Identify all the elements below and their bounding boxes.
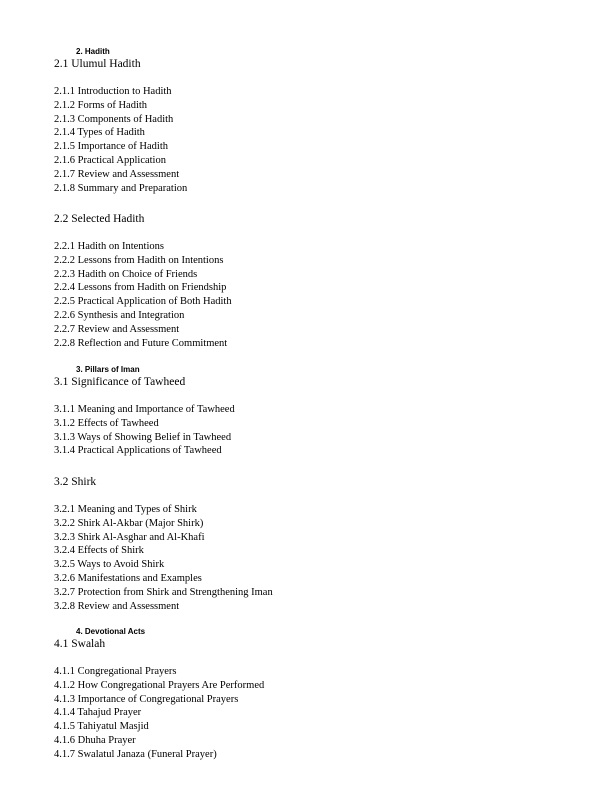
- list-item: 2.1.2 Forms of Hadith: [54, 99, 148, 111]
- list-item: 2.2.3 Hadith on Choice of Friends: [54, 268, 198, 280]
- list-item: 4.1.2 How Congregational Prayers Are Performed: [54, 679, 265, 691]
- list-item: 2.1.8 Summary and Preparation: [54, 182, 188, 194]
- list-item: 4.1.7 Swalatul Janaza (Funeral Prayer): [54, 748, 217, 760]
- list-item: 3.2.3 Shirk Al-Asghar and Al-Khafi: [54, 531, 205, 543]
- list-item: 4.1.3 Importance of Congregational Prayers: [54, 693, 239, 705]
- item-list: [54, 403, 594, 458]
- list-item: 3.1.2 Effects of Tawheed: [54, 417, 159, 429]
- list-item: 3.1.1 Meaning and Importance of Tawheed: [54, 404, 235, 415]
- list-item: 3.2.1 Meaning and Types of Shirk: [54, 504, 197, 515]
- list-item: 3.1.3 Ways of Showing Belief in Tawheed: [54, 431, 232, 443]
- list-item: 2.1.6 Practical Application: [54, 154, 166, 166]
- list-item: 4.1.4 Tahajud Prayer: [54, 707, 142, 719]
- section-devotional-acts: [54, 627, 594, 762]
- list-item: 3.2.4 Effects of Shirk: [54, 545, 144, 557]
- list-item: 3.2.7 Protection from Shirk and Strengthening Iman: [54, 586, 273, 598]
- list-item: 3.2.5 Ways to Avoid Shirk: [54, 559, 165, 571]
- list-item: 2.2.7 Review and Assessment: [54, 323, 180, 335]
- list-item: 4.1.6 Dhuha Prayer: [54, 734, 136, 746]
- section-heading: 2. Hadith: [76, 47, 110, 56]
- item-list: [54, 503, 594, 613]
- subsection-selected-hadith: [54, 212, 594, 350]
- item-list: [54, 240, 594, 350]
- item-list: [54, 665, 594, 762]
- list-item: 4.1.1 Congregational Prayers: [54, 666, 177, 677]
- list-item: 3.2.8 Review and Assessment: [54, 600, 180, 612]
- subsection-title: 2.1 Ulumul Hadith: [54, 58, 141, 70]
- section-pillars-of-iman: [54, 365, 594, 458]
- list-item: 2.2.2 Lessons from Hadith on Intentions: [54, 254, 224, 266]
- section-heading: 3. Pillars of Iman: [76, 365, 140, 374]
- list-item: 2.1.4 Types of Hadith: [54, 127, 145, 139]
- list-item: 2.2.6 Synthesis and Integration: [54, 309, 185, 321]
- list-item: 3.1.4 Practical Applications of Tawheed: [54, 445, 222, 457]
- list-item: 2.2.5 Practical Application of Both Hadith: [54, 296, 232, 308]
- list-item: 2.2.4 Lessons from Hadith on Friendship: [54, 282, 227, 294]
- list-item: 2.2.8 Reflection and Future Commitment: [54, 337, 228, 349]
- section-heading: 4. Devotional Acts: [76, 627, 146, 636]
- list-item: 2.1.7 Review and Assessment: [54, 168, 180, 180]
- list-item: 3.2.6 Manifestations and Examples: [54, 572, 202, 584]
- subsection-title: 4.1 Swalah: [54, 638, 106, 650]
- subsection-title: 2.2 Selected Hadith: [54, 213, 145, 225]
- list-item: 2.1.5 Importance of Hadith: [54, 141, 169, 153]
- list-item: 2.1.3 Components of Hadith: [54, 113, 174, 125]
- list-item: 2.2.1 Hadith on Intentions: [54, 241, 164, 252]
- subsection-title: 3.2 Shirk: [54, 476, 97, 488]
- subsection-shirk: [54, 475, 594, 613]
- list-item: 4.1.5 Tahiyatul Masjid: [54, 721, 149, 733]
- section-hadith: [54, 47, 594, 195]
- list-item: 3.2.2 Shirk Al-Akbar (Major Shirk): [54, 517, 204, 529]
- list-item: 2.1.1 Introduction to Hadith: [54, 86, 172, 97]
- item-list: [54, 85, 594, 195]
- subsection-title: 3.1 Significance of Tawheed: [54, 376, 186, 388]
